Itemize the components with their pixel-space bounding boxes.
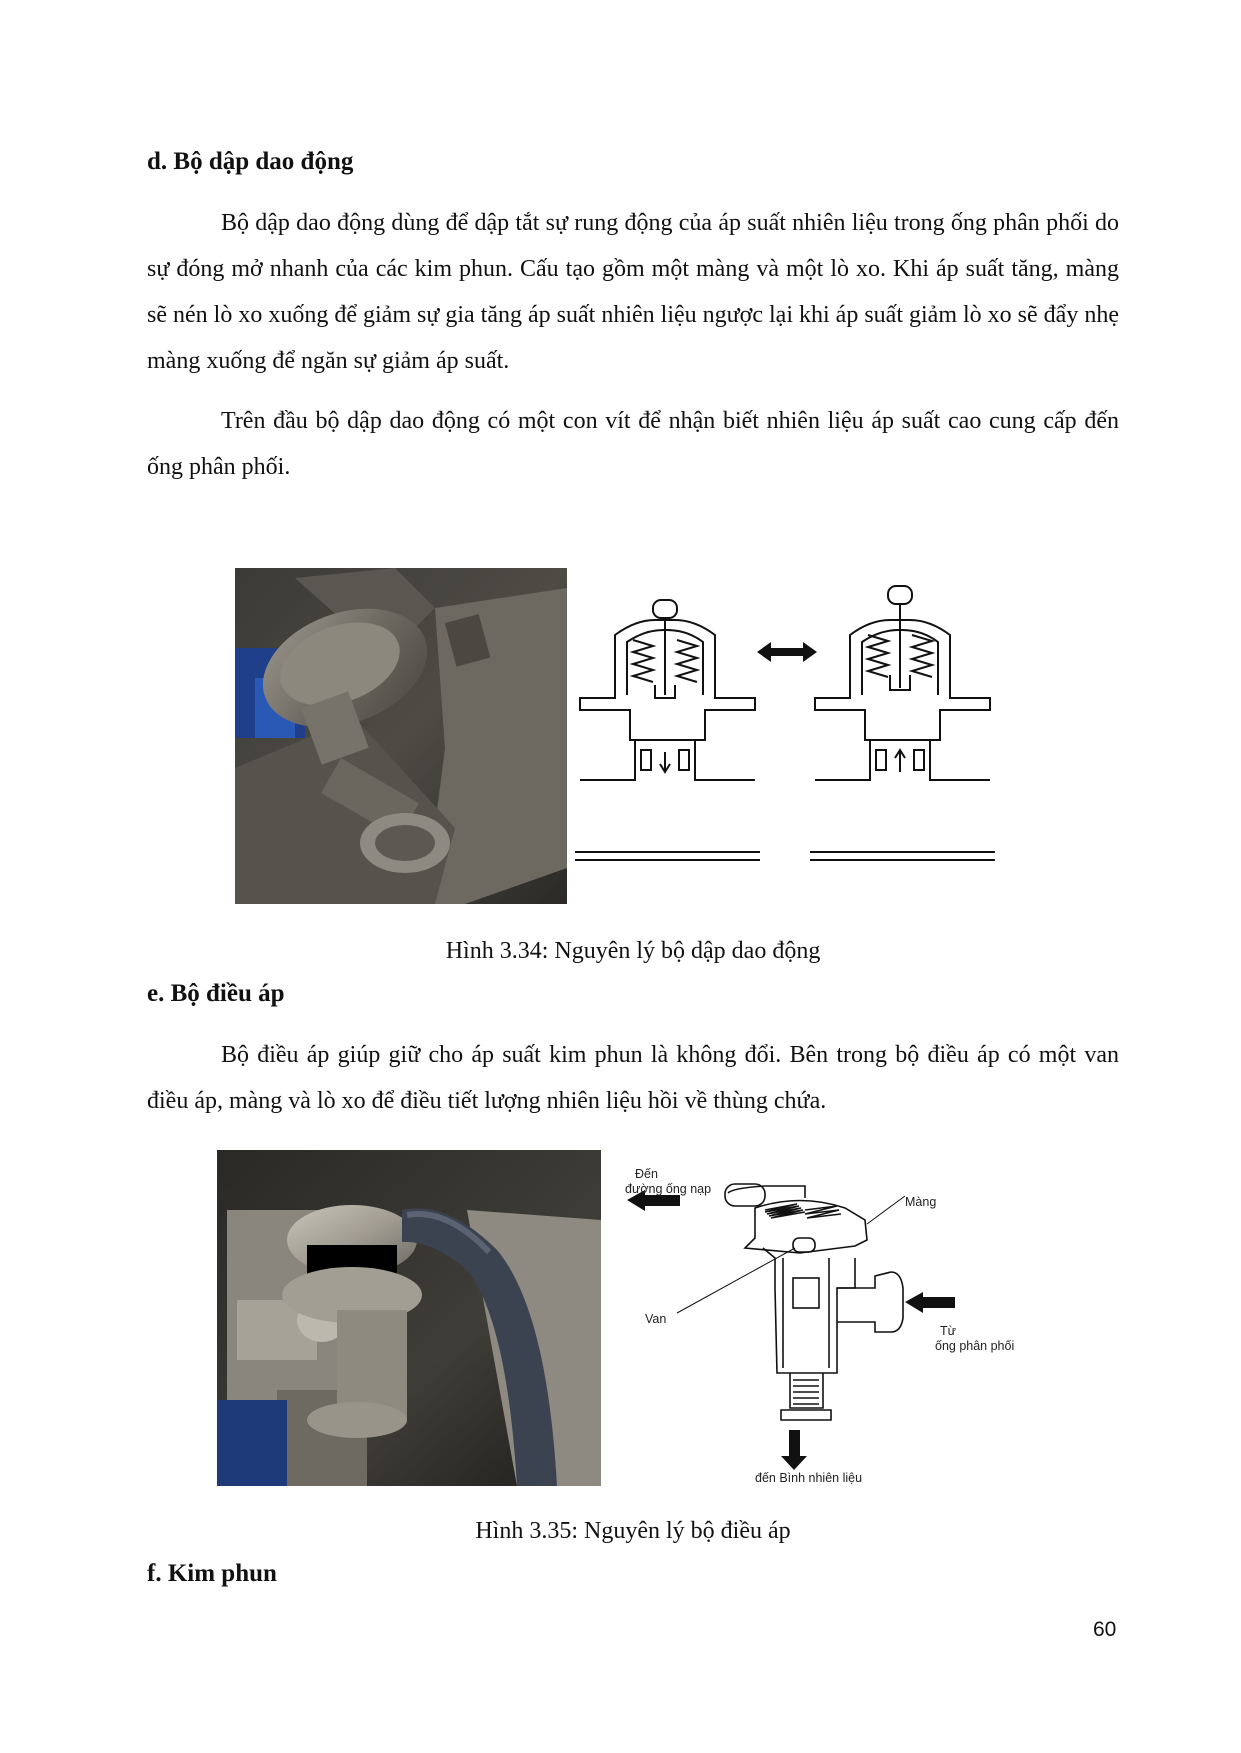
- pulsation-damper-photo: [235, 568, 567, 904]
- label-intake-2: đường ống nạp: [625, 1182, 712, 1196]
- section-d-paragraph-1: Bộ dập dao động dùng để dập tắt sự rung động của áp suất nhiên liệu trong ống phân phối do sự đóng mở nhanh của các kim phun. Cấu tạo gồm một màng và một lò xo. Khi áp suất tăng, màng sẽ nén lò xo xuống để giảm sự gia tăng áp suất nhiên liệu ngược lại khi áp suất giảm lò xo sẽ đẩy nhẹ màng xuống để ngăn sự giảm áp suất.: [147, 210, 1119, 374]
- pressure-regulator-photo: [217, 1150, 601, 1486]
- section-f-heading: f. Kim phun: [147, 1560, 277, 1587]
- label-intake-1: Đến: [635, 1167, 658, 1181]
- section-e-paragraph-1: Bộ điều áp giúp giữ cho áp suất kim phun là không đổi. Bên trong bộ điều áp có một van điều áp, màng và lò xo để điều tiết lượng nhiên liệu hồi về thùng chứa.: [147, 1042, 1119, 1114]
- label-from-rail-1: Từ: [940, 1324, 957, 1338]
- figure-3-35-caption: Hình 3.35: Nguyên lý bộ điều áp: [475, 1518, 791, 1544]
- label-membrane: Màng: [905, 1195, 937, 1209]
- pulsation-damper-diagram: [575, 580, 1025, 890]
- section-d-heading: d. Bộ dập dao động: [147, 148, 354, 175]
- section-d-paragraph-2: Trên đầu bộ dập dao động có một con vít để nhận biết nhiên liệu áp suất cao cung cấp đến ống phân phối.: [147, 408, 1119, 480]
- figure-3-34-caption: Hình 3.34: Nguyên lý bộ dập dao động: [445, 938, 821, 964]
- pressure-regulator-diagram: [605, 1148, 1025, 1486]
- label-valve: Van: [645, 1312, 667, 1326]
- label-to-tank: đến Bình nhiên liệu: [755, 1471, 863, 1485]
- label-from-rail-2: ống phân phối: [935, 1339, 1015, 1353]
- section-e-heading: e. Bộ điều áp: [147, 980, 285, 1007]
- page-number: 60: [1093, 1618, 1117, 1641]
